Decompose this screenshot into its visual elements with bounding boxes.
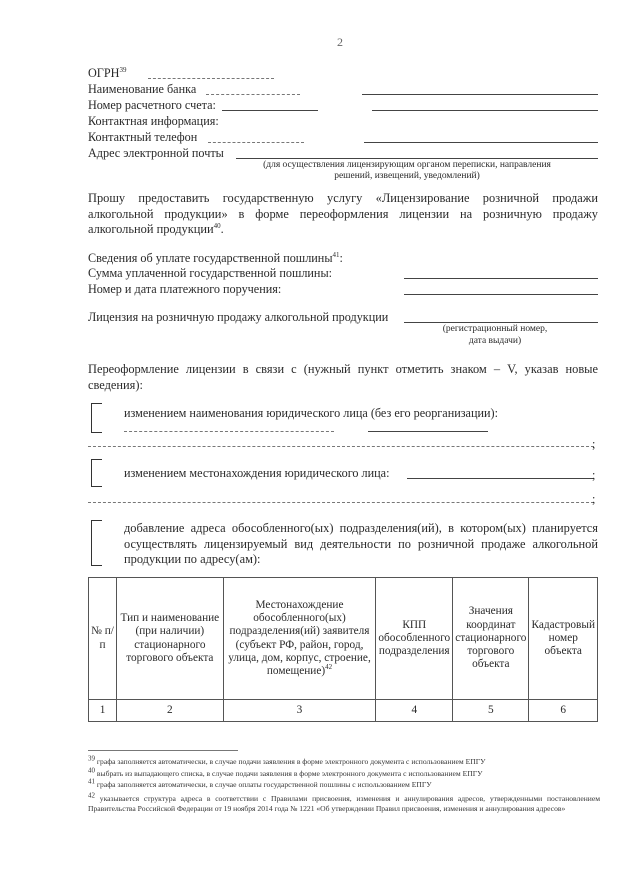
- header-type: Тип и наименование (при наличии) стационарного торгового объекта: [117, 578, 224, 700]
- col-number: 2: [117, 700, 224, 722]
- bank-label: Наименование банка: [88, 82, 197, 96]
- header-cadastral: Кадастровый номер объекта: [529, 578, 598, 700]
- option1-field-b[interactable]: [368, 431, 488, 432]
- option2-field-b[interactable]: [88, 502, 594, 503]
- option2-checkbox[interactable]: [91, 459, 114, 487]
- email-label: Адрес электронной почты: [88, 146, 224, 160]
- account-field-extra[interactable]: [372, 110, 598, 111]
- table-header-row: [89, 578, 598, 700]
- email-field[interactable]: [236, 158, 598, 159]
- footnote-39: $^{39}$ графа заполняется автоматически, в случае подачи заявления в форме электронного документа с использованием ЕПГУ: [88, 754, 486, 766]
- footnote-42: $^{42}$ указывается структура адреса в соответствии с Правилами присвоения, изменения и аннулирования адресов, утвержденными постановлением Правительства Российской Федерации от 19 ноября 2014 года № 1221 «Об утверждении Правил присвоения, изменения и аннулирования адресов»: [88, 791, 600, 813]
- account-label: Номер расчетного счета:: [88, 98, 216, 112]
- license-note-line1: (регистрационный номер,: [442, 324, 548, 334]
- option1-field-a[interactable]: [124, 431, 334, 432]
- footnote-40: $^{40}$ выбрать из выпадающего списка, в случае подачи заявления в форме электронного документа с использованием ЕПГУ: [88, 766, 483, 778]
- col-number: 6: [529, 700, 598, 722]
- col-number: 4: [376, 700, 453, 722]
- request-paragraph: Прошу предоставить государственную услугу «Лицензирование розничной продажи алкогольной продукции» в форме переоформления лицензии на розничную продажу алкогольной продукции$^{40}$.: [88, 191, 598, 236]
- col-number: 3: [223, 700, 376, 722]
- ogrn-label: ОГРН$^{39}$: [88, 65, 127, 80]
- header-kpp: КПП обособленного подразделения: [376, 578, 453, 700]
- license-label: Лицензия на розничную продажу алкогольной продукции: [88, 310, 389, 324]
- license-field[interactable]: [404, 322, 598, 323]
- fee-amount-field[interactable]: [404, 278, 598, 279]
- option2-semicolon-b: ;: [592, 492, 596, 506]
- header-location: Местонахождение обособленного(ых) подразделения(ий) заявителя (субъект РФ, район, город, улица, дом, корпус, строение, помещение)$^{42}$: [223, 578, 376, 700]
- email-note: (для осуществления лицензирующим органом переписки, направления решений, извещений, уведомлений): [263, 160, 551, 181]
- license-note-line2: дата выдачи): [468, 336, 522, 346]
- col-number: 5: [453, 700, 529, 722]
- contact-label: Контактная информация:: [88, 114, 219, 128]
- account-field[interactable]: [222, 110, 318, 111]
- option3-label: добавление адреса обособленного(ых) подразделения(ий), в котором(ых) планируется осуществлять лицензируемый вид деятельности по розничной продаже алкогольной продукции по адресу(ам):: [124, 521, 598, 566]
- option1-label: изменением наименования юридического лица (без его реорганизации):: [124, 406, 498, 420]
- bank-field-extra[interactable]: [362, 94, 598, 95]
- fee-order-field[interactable]: [404, 294, 598, 295]
- phone-label: Контактный телефон: [88, 130, 198, 144]
- fee-order-label: Номер и дата платежного поручения:: [88, 282, 282, 296]
- reissue-intro: Переоформление лицензии в связи с (нужный пункт отметить знаком – V, указав новые сведения):: [88, 362, 598, 392]
- option1-checkbox[interactable]: [91, 403, 114, 433]
- page-number: 2: [337, 35, 343, 49]
- fee-heading: Сведения об уплате государственной пошлины$^{41}$:: [88, 250, 343, 265]
- option1-field-c[interactable]: [88, 446, 594, 447]
- footnote-separator: [88, 750, 238, 751]
- table-number-row: [89, 700, 598, 722]
- header-coords: Значения координат стационарного торгового объекта: [453, 578, 529, 700]
- option2-semicolon-a: ;: [592, 468, 596, 482]
- bank-field[interactable]: [206, 94, 300, 95]
- header-num: № п/п: [89, 578, 117, 700]
- subdivisions-table: [88, 577, 598, 722]
- option1-semicolon: ;: [592, 437, 596, 451]
- option2-field-a[interactable]: [407, 478, 594, 479]
- footnote-41: $^{41}$ графа заполняется автоматически, в случае оплаты государственной пошлины с использованием ЕПГУ: [88, 777, 432, 789]
- fee-amount-label: Сумма уплаченной государственной пошлины:: [88, 266, 333, 280]
- phone-field[interactable]: [208, 142, 304, 143]
- phone-field-extra[interactable]: [364, 142, 598, 143]
- ogrn-field[interactable]: [148, 78, 274, 79]
- option2-label: изменением местонахождения юридического лица:: [124, 466, 390, 480]
- option3-checkbox[interactable]: [91, 520, 114, 566]
- col-number: 1: [89, 700, 117, 722]
